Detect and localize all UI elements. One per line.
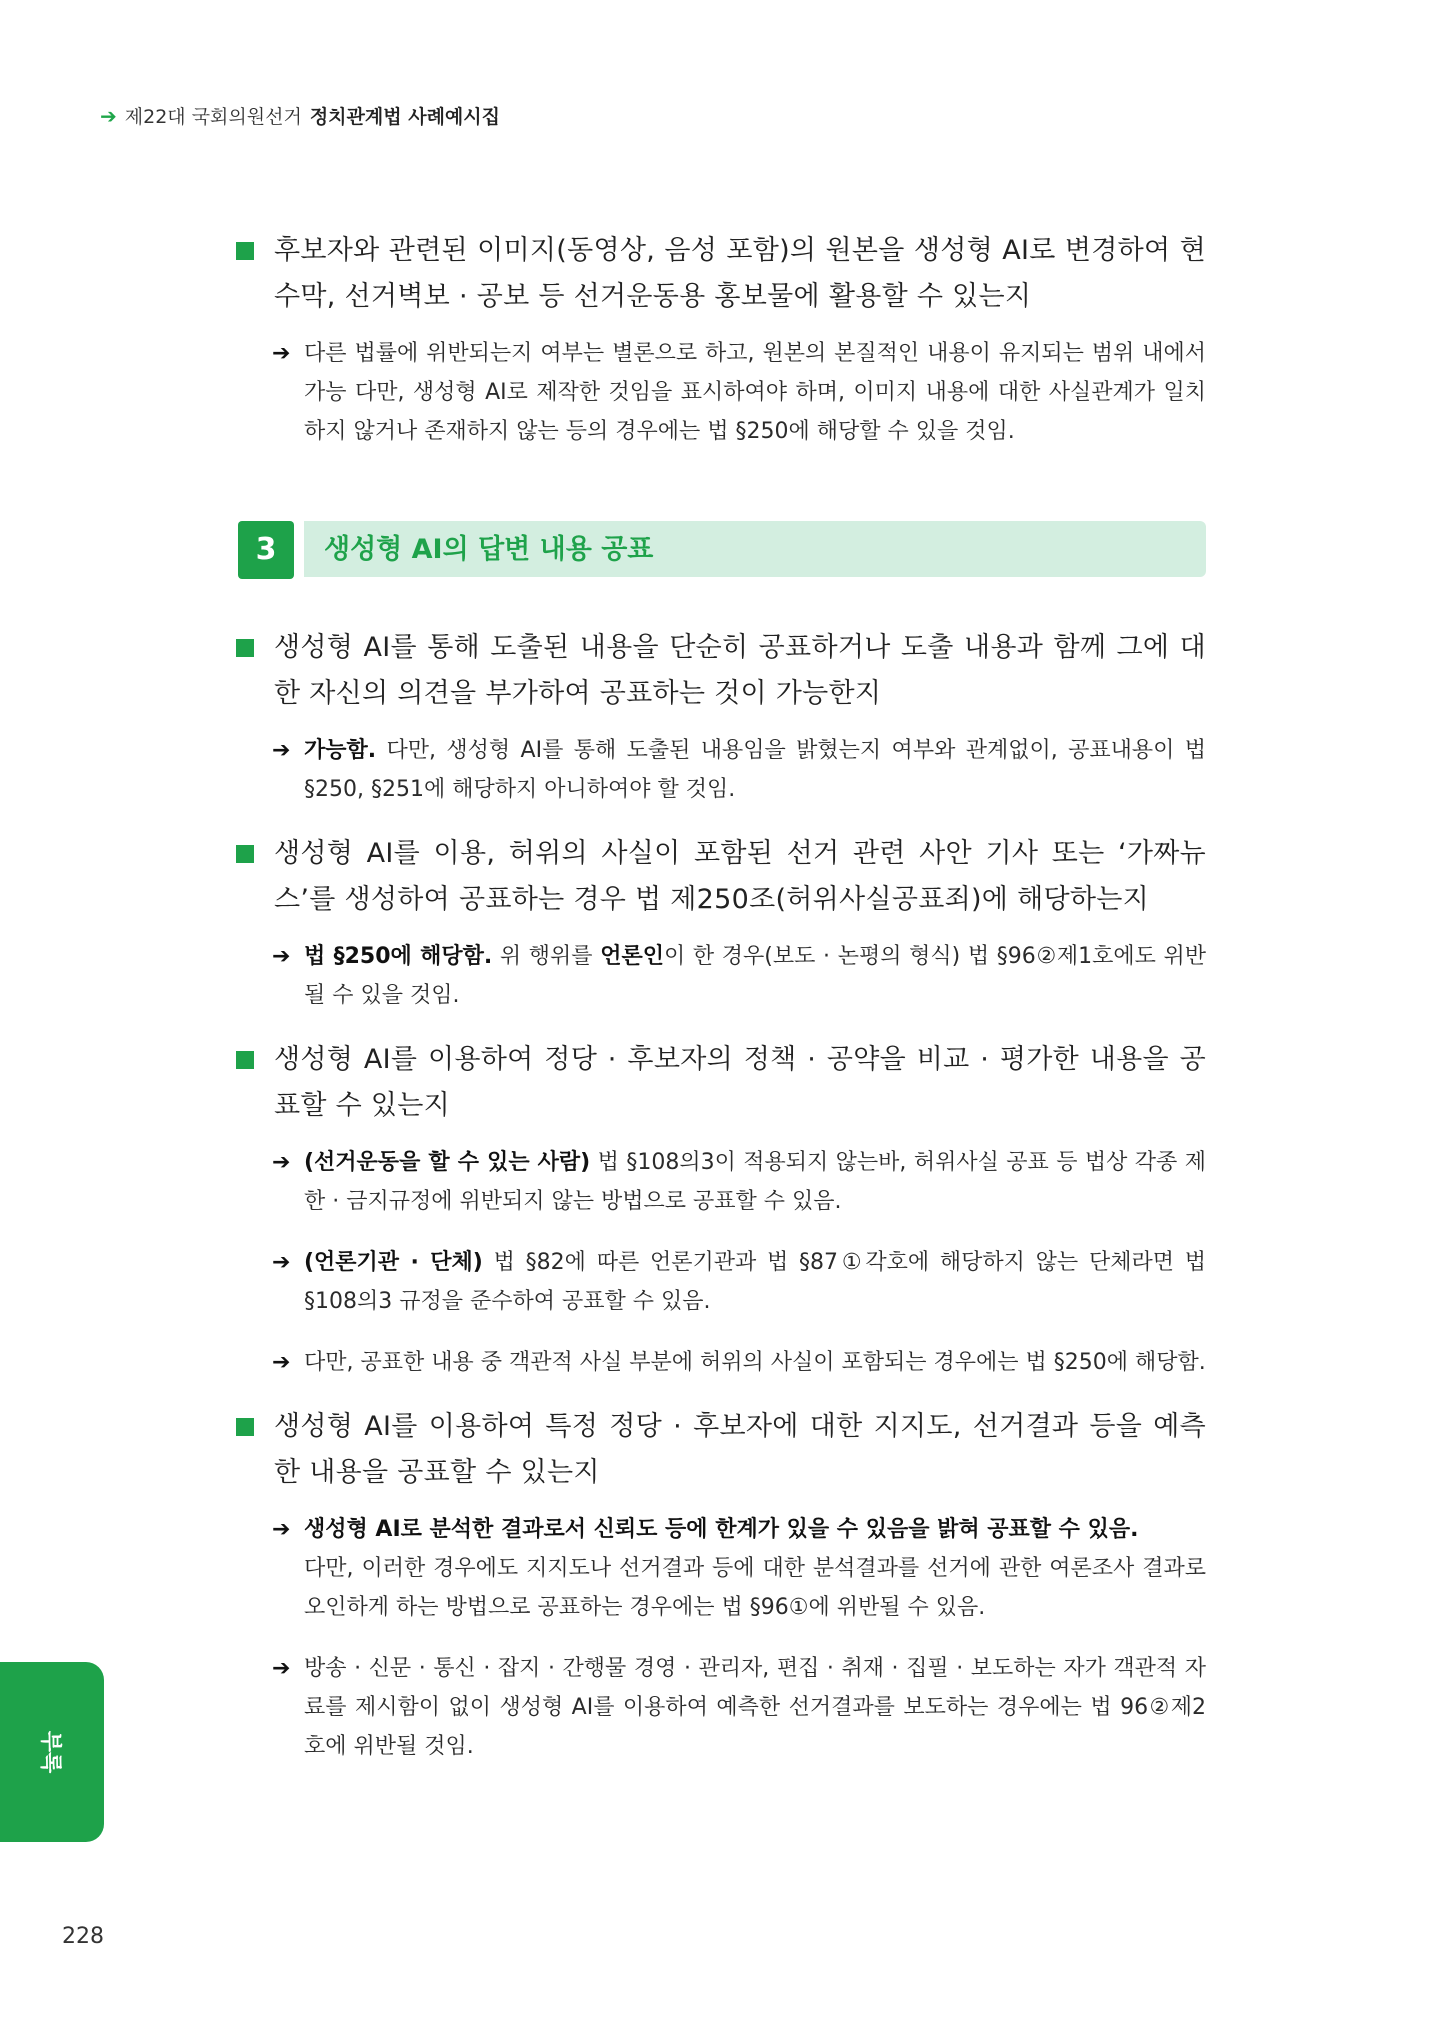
answer-text: 다만, 공표한 내용 중 객관적 사실 부분에 허위의 사실이 포함되는 경우에는 법 §250에 해당함. — [304, 1350, 1206, 1375]
answer-2 — [236, 731, 1206, 809]
square-bullet-icon — [236, 1418, 254, 1436]
arrow-icon: ➔ — [272, 1517, 291, 1542]
arrow-icon: ➔ — [272, 944, 291, 969]
question-text: 생성형 AI를 이용, 허위의 사실이 포함된 선거 관련 사안 기사 또는 ‘가짜뉴스’를 생성하여 공표하는 경우 법 제250조(허위사실공표죄)에 해당하는지 — [274, 838, 1206, 915]
square-bullet-icon — [236, 845, 254, 863]
answer-emphasis: 법 §250에 해당함. — [304, 944, 493, 969]
answer-text: 다른 법률에 위반되는지 여부는 별론으로 하고, 원본의 본질적인 내용이 유지되는 범위 내에서 가능 다만, 생성형 AI로 제작한 것임을 표시하여야 하며, 이미지 내용에 대한 사실관계가 일치하지 않거나 존재하지 않는 등의 경우에는 법 §250에 해당할 수 있을 것임. — [304, 341, 1206, 444]
arrow-icon: ➔ — [272, 1250, 291, 1275]
arrow-icon: ➔ — [100, 103, 117, 128]
arrow-icon: ➔ — [272, 1350, 291, 1375]
section-heading — [238, 521, 1206, 579]
running-header — [100, 102, 500, 129]
header-text: 제22대 국회의원선거 — [124, 106, 302, 128]
question-text: 후보자와 관련된 이미지(동영상, 음성 포함)의 원본을 생성형 AI로 변경하여 현수막, 선거벽보 · 공보 등 선거운동용 홍보물에 활용할 수 있는지 — [274, 235, 1206, 312]
arrow-icon: ➔ — [272, 1150, 291, 1175]
arrow-icon: ➔ — [272, 1656, 291, 1681]
page-number: 228 — [62, 1924, 104, 1949]
arrow-icon: ➔ — [272, 738, 291, 763]
header-title: 정치관계법 사례예시집 — [309, 106, 500, 128]
answer-8 — [236, 1649, 1206, 1766]
question-2 — [236, 625, 1206, 717]
question-3 — [236, 831, 1206, 923]
answer-3 — [236, 937, 1206, 1015]
question-4 — [236, 1037, 1206, 1129]
answer-4 — [236, 1143, 1206, 1221]
answer-text: 법 §108의3이 적용되지 않는바, 허위사실 공표 등 법상 각종 제한 · 금지규정에 위반되지 않는 방법으로 공표할 수 있음. — [304, 1150, 1206, 1214]
answer-1 — [236, 334, 1206, 451]
answer-text: 다만, 생성형 AI를 통해 도출된 내용임을 밝혔는지 여부와 관계없이, 공표내용이 법 §250, §251에 해당하지 아니하여야 할 것임. — [304, 738, 1206, 802]
answer-7 — [236, 1510, 1206, 1627]
section-title: 생성형 AI의 답변 내용 공표 — [324, 534, 654, 565]
section-number: 3 — [238, 521, 294, 579]
answer-5 — [236, 1243, 1206, 1321]
page-content — [236, 228, 1206, 1766]
answer-emphasis: 가능함. — [304, 738, 377, 763]
side-tab-label: 부록 — [37, 1730, 63, 1774]
square-bullet-icon — [236, 1051, 254, 1069]
question-text: 생성형 AI를 이용하여 특정 정당 · 후보자에 대한 지지도, 선거결과 등을 예측한 내용을 공표할 수 있는지 — [274, 1411, 1206, 1488]
square-bullet-icon — [236, 242, 254, 260]
question-text: 생성형 AI를 이용하여 정당 · 후보자의 정책 · 공약을 비교 · 평가한 내용을 공표할 수 있는지 — [274, 1044, 1206, 1121]
square-bullet-icon — [236, 639, 254, 657]
answer-emphasis: (언론기관 · 단체) — [304, 1250, 483, 1275]
answer-emphasis: (선거운동을 할 수 있는 사람) — [304, 1150, 591, 1175]
question-text: 생성형 AI를 통해 도출된 내용을 단순히 공표하거나 도출 내용과 함께 그에 대한 자신의 의견을 부가하여 공표하는 것이 가능한지 — [274, 632, 1206, 709]
arrow-icon: ➔ — [272, 341, 291, 366]
answer-text: 다만, 이러한 경우에도 지지도나 선거결과 등에 대한 분석결과를 선거에 관한 여론조사 결과로 오인하게 하는 방법으로 공표하는 경우에는 법 §96①에 위반될 수 있음. — [304, 1556, 1206, 1620]
question-5 — [236, 1404, 1206, 1496]
answer-6 — [236, 1343, 1206, 1382]
answer-text: 방송 · 신문 · 통신 · 잡지 · 간행물 경영 · 관리자, 편집 · 취재 · 집필 · 보도하는 자가 객관적 자료를 제시함이 없이 생성형 AI를 이용하여 예측한 선거결과를 보도하는 경우에는 법 96②제2호에 위반될 것임. — [304, 1656, 1206, 1759]
answer-text: 이 한 경우(보도 · 논평의 형식) 법 §96②제1호에도 위반될 수 있을 것임. — [304, 944, 1207, 1008]
answer-emphasis: 언론인 — [600, 944, 664, 969]
appendix-side-tab — [0, 1662, 104, 1842]
answer-emphasis: 생성형 AI로 분석한 결과로서 신뢰도 등에 한계가 있을 수 있음을 밝혀 공표할 수 있음. — [304, 1517, 1139, 1542]
question-1 — [236, 228, 1206, 320]
answer-text: 위 행위를 — [492, 944, 601, 969]
answer-text: 법 §82에 따른 언론기관과 법 §87①각호에 해당하지 않는 단체라면 법 §108의3 규정을 준수하여 공표할 수 있음. — [304, 1250, 1206, 1314]
